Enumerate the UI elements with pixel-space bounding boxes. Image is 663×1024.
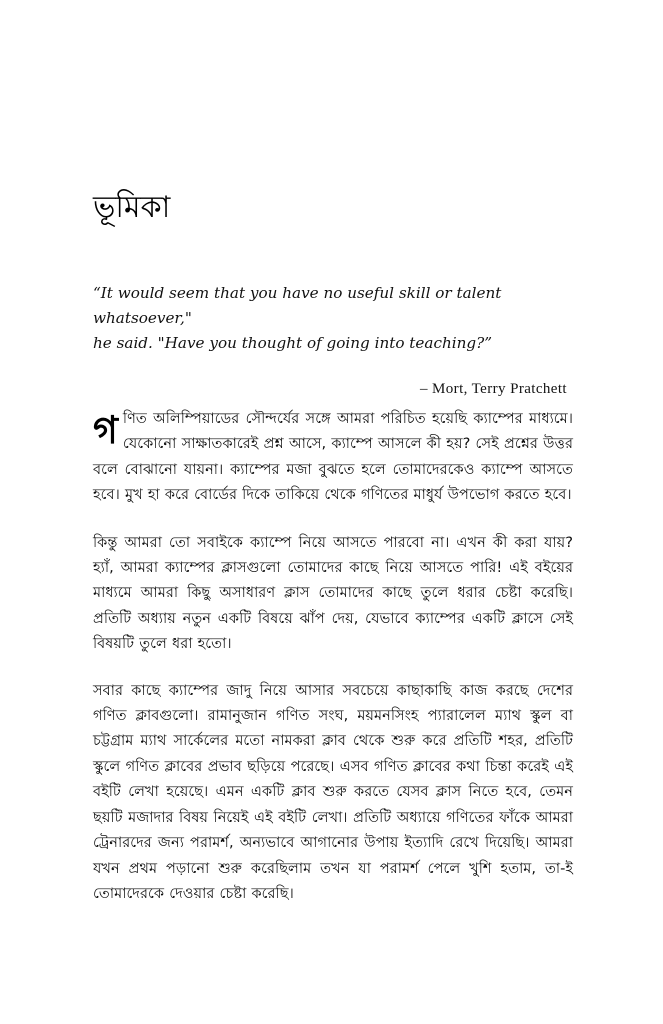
epigraph-block	[93, 281, 573, 400]
paragraph-1	[93, 406, 573, 508]
drop-cap: গ	[93, 408, 118, 452]
page-title: ভূমিকা	[93, 190, 171, 225]
epigraph-quote	[93, 281, 573, 356]
paragraph-1-text: ণিত অলিম্পিয়াডের সৌন্দর্যের সঙ্গে আমরা পরিচিত হয়েছি ক্যাম্পের মাধ্যমে। যেকোনো সাক্ষাতকারেই প্রশ্ন আসে, ক্যাম্পে আসলে কী হয়? সেই প্রশ্নের উত্তর বলে বোঝানো যায়না। ক্যাম্পের মজা বুঝতে হলে তোমাদেরকেও ক্যাম্পে আসতে হবে। মুখ হা করে বোর্ডের দিকে তাকিয়ে থেকে গণিতের মাধুর্য উপভোগ করতে হবে।	[93, 410, 573, 504]
epigraph-quote-line-2: he said. "Have you thought of going into teaching?”	[93, 334, 492, 352]
paragraph-2: কিন্তু আমরা তো সবাইকে ক্যাম্পে নিয়ে আসতে পারবো না। এখন কী করা যায়? হ্যাঁ, আমরা ক্যাম্পের ক্লাসগুলো তোমাদের কাছে নিয়ে আসতে পারি! এই বইয়ের মাধ্যমে আমরা কিছু অসাধারণ ক্লাস তোমাদের কাছে তুলে ধরার চেষ্টা করেছি। প্রতিটি অধ্যায় নতুন একটি বিষয়ে ঝাঁপ দেয়, যেভাবে ক্যাম্পের একটি ক্লাসে সেই বিষয়টি তুলে ধরা হতো।	[93, 533, 573, 653]
epigraph-attribution: – Mort, Terry Pratchett	[419, 381, 567, 397]
body-text	[93, 406, 573, 906]
epigraph-quote-line-1: “It would seem that you have no useful skill or talent whatsoever,"	[93, 284, 502, 327]
paragraph-3: সবার কাছে ক্যাম্পের জাদু নিয়ে আসার সবচেয়ে কাছাকাছি কাজ করছে দেশের গণিত ক্লাবগুলো। রামানুজান গণিত সংঘ, ময়মনসিংহ প্যারালেল ম্যাথ স্কুল বা চট্টগ্রাম ম্যাথ সার্কেলের মতো নামকরা ক্লাব থেকে শুরু করে প্রতিটি শহর, প্রতিটি স্কুলে গণিত ক্লাবের প্রভাব ছড়িয়ে পরেছে। এসব গণিত ক্লাবের কথা চিন্তা করেই এই বইটি লেখা হয়েছে। এমন একটি ক্লাব শুরু করতে যেসব ক্লাস নিতে হবে, তেমন ছয়টি মজাদার বিষয় নিয়েই এই বইটি লেখা। প্রতিটি অধ্যায়ে গণিতের ফাঁকে আমরা ট্রেনারদের জন্য পরামর্শ, অন্যভাবে আগানোর উপায় ইত্যাদি রেখে দিয়েছি। আমরা যখন প্রথম পড়ানো শুরু করেছিলাম তখন যা পরামর্শ পেলে খুশি হতাম, তা-ই তোমাদেরকে দেওয়ার চেষ্টা করেছি।	[93, 681, 573, 902]
